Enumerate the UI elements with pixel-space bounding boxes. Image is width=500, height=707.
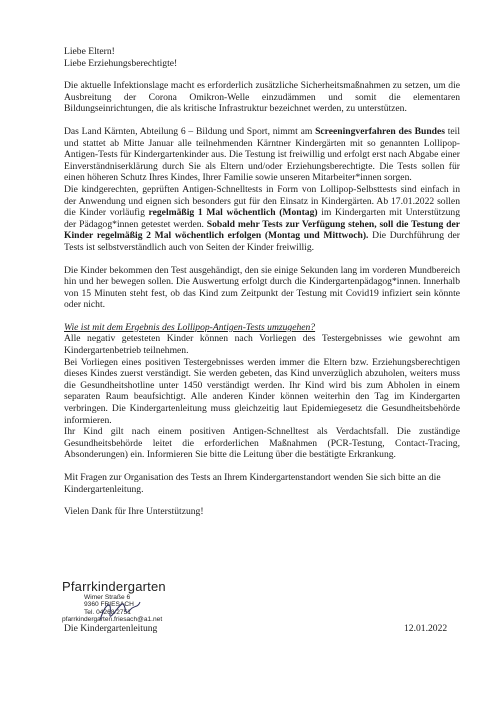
paragraph-intro: Die aktuelle Infektionslage macht es erforderlich zusätzliche Sicherheitsmaßnahmen zu setzen, um die Ausbreitung der Corona Omikron-Welle einzudämmen und somit die elementaren Bildungseinrichtungen, die als kritische Infrastruktur bezeichnet werden, zu unterstützen. bbox=[64, 80, 460, 115]
text: Die kindgerechten, geprüften Antigen-Schnelltests in Form von Lollipop-Selbsttests sind einfach in der Anwendung und eignen sich besonders gut für den Einsatz in Kindergärten. Ab 17.01.2022 sollen die Kinder vorläufig bbox=[64, 183, 460, 219]
stamp-line: pfarrkindergarten.friesach@a1.net bbox=[62, 616, 163, 624]
paragraph-questions: Mit Fragen zur Organisation des Tests an Ihrem Kindergartenstandort wenden Sie sich bitte an die Kindergartenleitung. bbox=[64, 472, 441, 495]
text: im Kindergarten mit Unterstützung der Pädagog*innen getestet werden. bbox=[64, 207, 460, 230]
section-heading: Wie ist mit dem Ergebnis des Lollipop-Antigen-Tests umzugehen? bbox=[64, 321, 316, 333]
letter-date: 12.01.2022 bbox=[404, 623, 448, 634]
paragraph-screening bbox=[64, 126, 460, 254]
text: Die Durchführung der Tests ist selbstverständlich auch von Seiten der Kinder freiwillig. bbox=[64, 230, 460, 253]
handwritten-signature bbox=[96, 596, 144, 626]
salutation-line: Liebe Eltern! bbox=[64, 46, 115, 57]
section-line: Ihr Kind gilt nach einem positiven Antigen-Schnelltest als Verdachtsfall. Die zuständige Gesundheitsbehörde leitet die erforderlichen Maßnahmen (PCR-Testung, Contact-Tracing, Absonderungen) ein. Informieren Sie bitte die Leitung über die bestätigte Erkrankung. bbox=[64, 426, 460, 461]
bold-text: Screeningverfahren des Bundes bbox=[315, 125, 445, 137]
section-result bbox=[64, 322, 460, 461]
bold-text: regelmäßig 1 Mal wöchentlich (Montag) bbox=[148, 207, 318, 219]
salutation-line: Liebe Erziehungsberechtigte! bbox=[64, 57, 178, 69]
text: Das Land Kärnten, Abteilung 6 – Bildung und Sport, nimmt am bbox=[64, 125, 316, 137]
salutation bbox=[64, 46, 460, 69]
stamp-title: Pfarrkindergarten bbox=[62, 579, 166, 594]
paragraph-procedure: Die Kinder bekommen den Test ausgehändigt, den sie einige Sekunden lang im vorderen Mundbereich hin und her bewegen sollen. Die Auswertung erfolgt durch die Kindergartenpädagog*innen. Innerhalb von 15 Minuten steht fest, ob das Kind zum Zeitpunkt der Testung mit Covid19 infiziert sein könnte oder nicht. bbox=[64, 264, 460, 311]
section-line: Alle negativ getesteten Kinder können nach Vorliegen des Testergebnisses wie gewohnt am Kindergartenbetrieb teilnehmen. bbox=[64, 333, 460, 357]
sender-signature-line: Die Kindergartenleitung bbox=[64, 623, 158, 634]
bold-text: Sobald mehr Tests zur Verfügung stehen, soll die Testung der Kinder regelmäßig 2 Mal wöchentlich erfolgen (Montag und Mittwoch). bbox=[64, 218, 460, 242]
thanks-line: Vielen Dank für Ihre Unterstützung! bbox=[64, 506, 204, 518]
stamp-line: 9360 FRIESACH bbox=[84, 601, 134, 609]
letter-body bbox=[64, 46, 460, 529]
stamp-line: Wimer Straße 6 bbox=[84, 594, 131, 601]
text: teil und stattet ab Mitte Januar alle teilnehmenden Kärntner Kindergärten mit so genannten Lollipop-Antigen-Tests für Kindergartenkinder aus. Die Testung ist freiwillig und erfolgt erst nach Abgabe einer Einverständniserklärung durch Sie als Eltern und/oder Erziehungsberechtigte. Die Tests sollen für einen höheren Schutz Ihres Kindes, Ihrer Familie sowie unseren Mitarbeiter*innen sorgen. bbox=[64, 125, 461, 184]
stamp-line: Tel. 04268/2751 bbox=[84, 608, 131, 616]
section-line: Bei Vorliegen eines positiven Testergebnisses werden immer die Eltern bzw. Erziehungsberechtigen dieses Kindes zuerst verständigt. Sie werden gebeten, das Kind unverzüglich abzuholen, weiters muss die Gesundheitshotline unter 1450 verständigt werden. Ihr Kind wird bis zum Abholen in einem separaten Raum beaufsichtigt. Alle anderen Kinder können weiterhin den Tag im Kindergarten verbringen. Die Kindergartenleitung muss gleichzeitig laut Epidemiegesetz die Gesundheitsbehörde informieren. bbox=[64, 356, 460, 426]
